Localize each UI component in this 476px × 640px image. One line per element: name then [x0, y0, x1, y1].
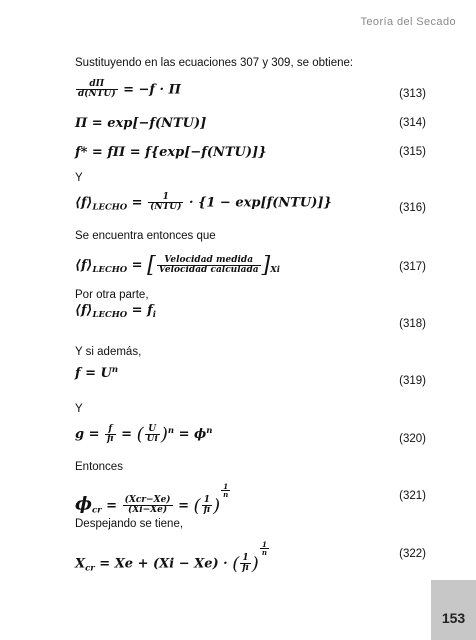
eq317-equals: = — [131, 258, 143, 273]
paragraph-y-2: Y — [75, 403, 83, 415]
eq321-denominator: (Xi−Xe) — [127, 505, 168, 516]
eq313-numerator: dΠ — [76, 80, 118, 90]
equation-number-315: (315) — [399, 146, 426, 158]
eq320-rhs-superscript: n — [206, 426, 213, 436]
equation-number-321: (321) — [399, 490, 426, 502]
page-number: 153 — [441, 610, 466, 626]
equation-number-314: (314) — [399, 117, 426, 129]
eq322-left-paren: ( — [232, 553, 240, 575]
eq316-rhs: · {1 − exp[f(NTU)]} — [188, 195, 332, 211]
eq320-lhs: g = — [75, 427, 100, 442]
equation-number-320: (320) — [399, 433, 426, 445]
eq322-rhs: = Xe + (Xi − Xe) · — [99, 556, 228, 572]
eq320-left-paren: ( — [136, 424, 144, 445]
eq321-numerator: (Xcr−Xe) — [124, 494, 171, 505]
eq317-subscript: LECHO — [92, 265, 128, 275]
eq322-right-paren: ) — [251, 553, 259, 575]
eq320-superscript: n — [167, 426, 175, 436]
eq321-left-paren: ( — [193, 495, 201, 517]
paragraph-por-otra-parte: Por otra parte, — [75, 289, 149, 301]
eq316-denominator: (NTU) — [150, 202, 182, 213]
eq321-right-paren: ) — [213, 495, 221, 517]
eq320-denominator-2: Ui — [146, 434, 158, 444]
eq320-numerator-2: U — [145, 425, 160, 435]
equation-number-316: (316) — [399, 202, 426, 214]
equation-322 — [75, 541, 270, 574]
eq319-superscript: n — [111, 365, 119, 375]
eq317-right-bracket: ] — [261, 253, 271, 278]
eq322-lhs: X — [75, 556, 86, 572]
paragraph-despejando: Despejando se tiene, — [75, 518, 184, 530]
eq313-rhs: = −f · Π — [123, 82, 181, 98]
eq321-equals: = — [106, 498, 118, 514]
equation-number-322: (322) — [399, 548, 426, 560]
eq320-rhs: = ϕ — [178, 427, 207, 442]
eq316-lhs: ⟨f⟩ — [75, 195, 93, 211]
eq316-numerator: 1 — [148, 193, 183, 203]
eq320-denominator-1: fi — [107, 434, 114, 444]
eq317-left-bracket: [ — [147, 253, 156, 278]
paragraph-se-encuentra: Se encuentra entonces que — [75, 230, 216, 242]
equation-number-317: (317) — [399, 261, 426, 273]
eq321-lhs: ϕ — [75, 493, 92, 515]
equation-319 — [75, 365, 118, 381]
running-header: Teoría del Secado — [360, 16, 456, 28]
eq317-numerator: Velocidad medida — [157, 256, 261, 266]
eq321-exponent-denominator: n — [223, 490, 229, 500]
paragraph-intro: Sustituyendo en las ecuaciones 307 y 309, se obtiene: — [75, 57, 354, 69]
equation-314: Π = exp[−f(NTU)] — [75, 116, 207, 131]
eq316-subscript: LECHO — [92, 202, 128, 213]
eq316-equals: = — [131, 195, 143, 211]
equation-318 — [75, 303, 156, 320]
eq321-exponent-numerator: 1 — [221, 483, 230, 491]
paragraph-y-1: Y — [75, 172, 83, 184]
equation-320 — [75, 424, 212, 445]
eq318-subscript: LECHO — [92, 310, 128, 320]
eq318-rhs-subscript: i — [152, 310, 156, 320]
equation-315: f* = fΠ = f{exp[−f(NTU)]} — [75, 145, 267, 160]
eq313-denominator: d(NTU) — [78, 89, 116, 100]
equation-number-313: (313) — [399, 88, 426, 100]
equation-313 — [75, 80, 181, 100]
eq321-numerator-2: 1 — [202, 496, 213, 506]
eq318-lhs: ⟨f⟩ — [75, 303, 93, 318]
eq320-equals: = — [121, 427, 133, 442]
paragraph-y-si-ademas: Y si además, — [75, 346, 142, 358]
eq319-lhs: f = U — [75, 366, 112, 381]
eq322-exponent-denominator: n — [261, 548, 267, 558]
eq322-denominator: fi — [242, 563, 249, 574]
eq321-equals-2: = — [178, 498, 189, 514]
eq317-lhs: ⟨f⟩ — [75, 258, 93, 273]
equation-number-318: (318) — [399, 318, 426, 330]
equation-321 — [75, 483, 231, 516]
equation-number-319: (319) — [399, 375, 426, 387]
page-number-tab — [431, 580, 476, 640]
eq322-numerator: 1 — [240, 554, 251, 564]
eq317-outer-subscript: Xi — [270, 265, 281, 275]
eq320-numerator-1: f — [105, 425, 116, 435]
eq322-subscript: cr — [85, 563, 95, 574]
eq318-rhs: = f — [131, 303, 153, 318]
equation-317 — [75, 253, 280, 278]
equation-316 — [75, 193, 332, 213]
eq321-denominator-2: fi — [203, 505, 211, 516]
eq321-subscript: cr — [91, 505, 102, 516]
eq317-denominator: Velocidad calculada — [158, 265, 259, 275]
eq322-exponent-numerator: 1 — [260, 541, 269, 549]
eq320-right-paren: ) — [160, 424, 168, 445]
paragraph-entonces: Entonces — [75, 461, 123, 473]
